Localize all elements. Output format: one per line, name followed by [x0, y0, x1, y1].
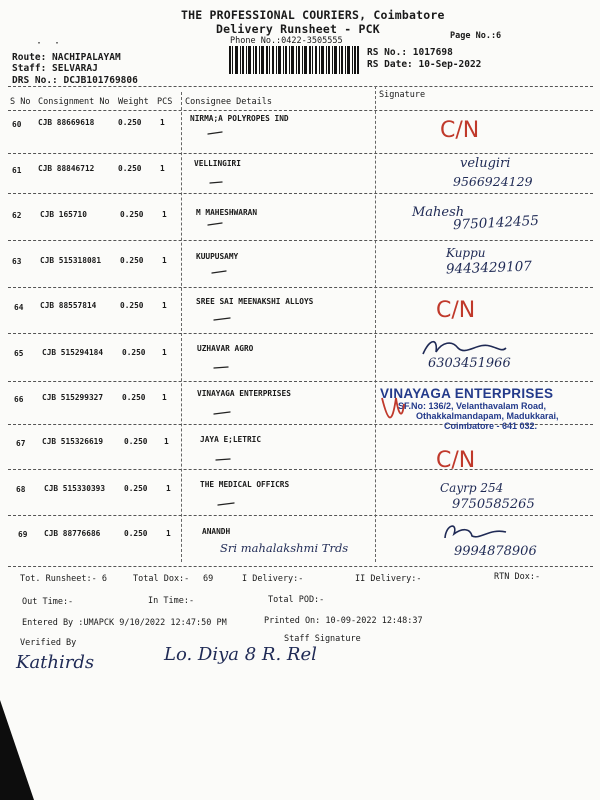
row-consignment: CJB 515330393	[44, 484, 106, 493]
col-weight: Weight	[118, 97, 149, 107]
row-weight: 0.250	[120, 210, 144, 219]
row-pcs: 1	[162, 210, 167, 219]
stamp-line1: SF.No: 136/2, Velanthavalam Road,	[398, 401, 547, 411]
row-weight: 0.250	[124, 529, 148, 538]
handwritten-name-62: Mahesh	[412, 205, 465, 220]
row-consignee: JAYA E;LETRIC	[200, 435, 262, 444]
scan-shadow-corner	[0, 700, 34, 800]
row-sno: 69	[18, 530, 28, 539]
rtn-dox: RTN Dox:-	[494, 572, 541, 582]
row-consignee: SREE SAI MEENAKSHI ALLOYS	[196, 297, 314, 306]
drs-number: DRS No.: DCJB101769806	[12, 75, 138, 86]
row-pcs: 1	[164, 437, 169, 446]
staff-signature-label: Staff Signature	[284, 634, 361, 644]
phone-number: Phone No.:0422-3505555	[230, 36, 343, 46]
i-delivery: I Delivery:-	[242, 574, 304, 584]
row-pcs: 1	[160, 118, 165, 127]
total-dox-label: Total Dox:-	[133, 574, 190, 584]
row-weight: 0.250	[122, 393, 146, 402]
row-consignee: VINAYAGA ENTERPRISES	[197, 389, 291, 398]
dot-mark: · ·	[36, 38, 61, 49]
rs-number: RS No.: 1017698	[367, 47, 453, 58]
handwritten-cn-64: C/N	[436, 298, 476, 323]
rs-date: RS Date: 10-Sep-2022	[367, 59, 482, 70]
barcode	[229, 46, 359, 74]
stamp-line2: Othakkalmandapam, Madukkarai,	[416, 411, 559, 421]
handwritten-phone-62: 9750142455	[452, 212, 540, 234]
staff: Staff: SELVARAJ	[12, 63, 98, 74]
row-sno: 67	[16, 439, 26, 448]
handwritten-phone-68: 9750585265	[452, 497, 535, 512]
handwritten-name-63: Kuppu	[446, 246, 486, 260]
col-signature: Signature	[379, 90, 426, 100]
stamp-line3: Coimbatore - 641 032.	[444, 421, 538, 431]
row-consignee: UZHAVAR AGRO	[197, 344, 254, 353]
company-title: THE PROFESSIONAL COURIERS, Coimbatore	[181, 8, 445, 22]
row-weight: 0.250	[120, 301, 144, 310]
row-consignment: CJB 165710	[40, 210, 87, 219]
row-consignment: CJB 515318081	[40, 256, 102, 265]
total-dox-value: 69	[203, 574, 214, 584]
row-consignee: M MAHESHWARAN	[196, 208, 258, 217]
out-time: Out Time:-	[22, 597, 74, 607]
handwritten-phone-63: 9443429107	[445, 258, 533, 278]
page-number: Page No.:6	[450, 31, 502, 41]
stamp-signature-mark	[378, 392, 408, 432]
handwritten-cn-60: C/N	[440, 118, 480, 143]
row-weight: 0.250	[124, 437, 148, 446]
ii-delivery: II Delivery:-	[355, 574, 422, 584]
verified-signature: Kathirds	[16, 652, 95, 673]
row-consignee: ANANDH	[202, 527, 231, 536]
col-pcs: PCS	[157, 97, 173, 107]
printed-on: Printed On: 10-09-2022 12:48:37	[264, 616, 423, 626]
row-consignee: THE MEDICAL OFFICRS	[200, 480, 290, 489]
row-weight: 0.250	[118, 118, 142, 127]
row-sno: 66	[14, 395, 24, 404]
row-pcs: 1	[162, 256, 167, 265]
runsheet-title: Delivery Runsheet - PCK	[216, 22, 380, 36]
row-pcs: 1	[166, 529, 171, 538]
row-sno: 64	[14, 303, 24, 312]
handwritten-phone-65: 6303451966	[428, 356, 511, 371]
row-consignment: CJB 515299327	[42, 393, 104, 402]
row-pcs: 1	[160, 164, 165, 173]
row-sno: 61	[12, 166, 22, 175]
verified-by-label: Verified By	[20, 638, 77, 648]
row-pcs: 1	[162, 393, 167, 402]
handwritten-consignee-note-69: Sri mahalakshmi Trds	[220, 541, 349, 555]
row-consignment: CJB 88846712	[38, 164, 95, 173]
handwritten-name-68: Cayrp 254	[440, 481, 504, 495]
row-consignment: CJB 88669618	[38, 118, 95, 127]
col-consignee: Consignee Details	[185, 97, 272, 107]
row-consignment: CJB 515294184	[42, 348, 104, 357]
row-sno: 65	[14, 349, 24, 358]
col-consignment: Consignment No	[38, 97, 110, 107]
row-weight: 0.250	[124, 484, 148, 493]
stamp-name: VINAYAGA ENTERPRISES	[380, 386, 554, 401]
row-weight: 0.250	[118, 164, 142, 173]
row-sno: 68	[16, 485, 26, 494]
total-pod: Total POD:-	[268, 595, 325, 605]
row-sno: 63	[12, 257, 22, 266]
row-weight: 0.250	[122, 348, 146, 357]
col-sno: S No	[10, 97, 31, 107]
row-weight: 0.250	[120, 256, 144, 265]
row-consignee: NIRMA;A POLYROPES IND	[190, 114, 289, 123]
row-sno: 60	[12, 120, 22, 129]
row-consignment: CJB 88557814	[40, 301, 97, 310]
row-pcs: 1	[162, 301, 167, 310]
in-time: In Time:-	[148, 596, 195, 606]
handwritten-phone-69: 9994878906	[454, 544, 537, 559]
row-sno: 62	[12, 211, 22, 220]
pen-ticks	[180, 110, 380, 560]
handwritten-cn-67: C/N	[436, 448, 476, 473]
entered-by: Entered By :UMAPCK 9/10/2022 12:47:50 PM	[22, 618, 227, 628]
handwritten-name-61: velugiri	[460, 156, 511, 171]
row-consignment: CJB 88776686	[44, 529, 101, 538]
row-pcs: 1	[166, 484, 171, 493]
signature-scribble-69	[440, 520, 510, 544]
row-consignment: CJB 515326619	[42, 437, 104, 446]
row-pcs: 1	[162, 348, 167, 357]
staff-signature: Lo. Diya 8 R. Rel	[164, 644, 317, 665]
tot-runsheet: Tot. Runsheet:- 6	[20, 574, 107, 584]
row-consignee: KUUPUSAMY	[196, 252, 239, 261]
route: Route: NACHIPALAYAM	[12, 52, 121, 63]
handwritten-phone-61: 9566924129	[453, 174, 533, 189]
row-consignee: VELLINGIRI	[194, 159, 241, 168]
company-stamp	[380, 386, 595, 444]
